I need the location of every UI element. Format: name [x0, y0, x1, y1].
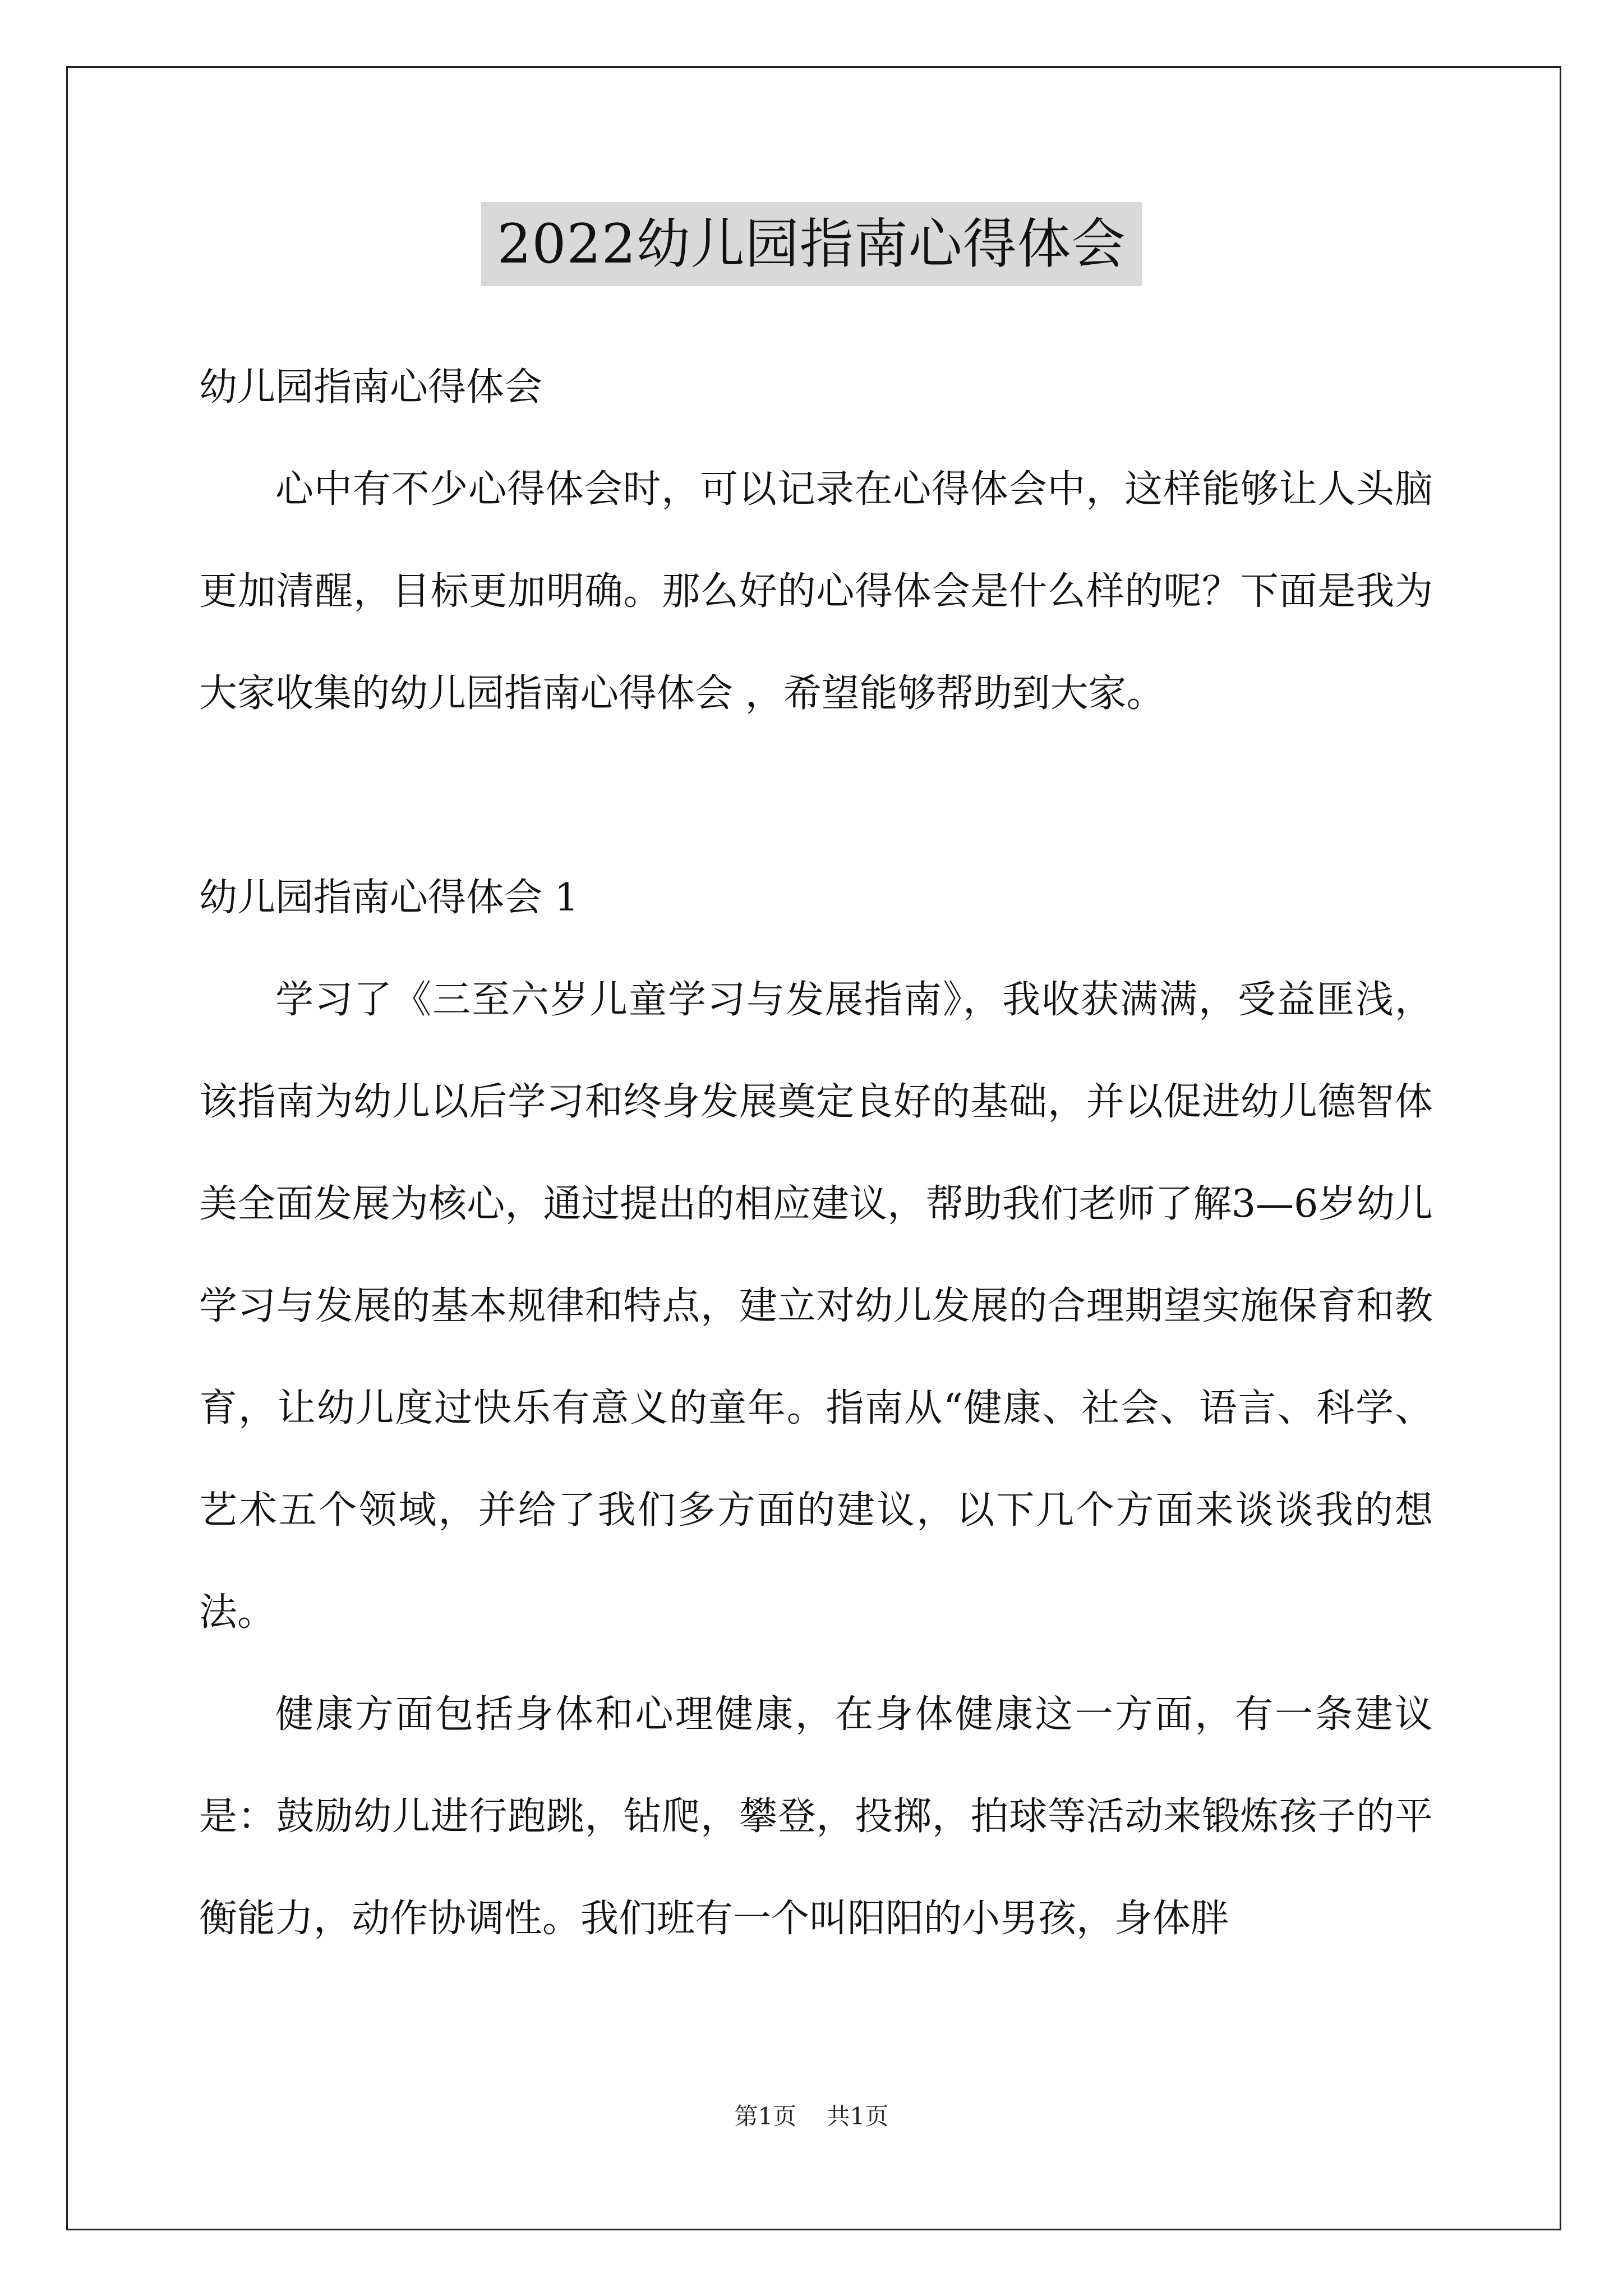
- page-number: 第1页: [734, 2102, 797, 2130]
- document-subtitle: 幼儿园指南心得体会: [199, 365, 543, 409]
- paragraph-spacer: [199, 745, 1433, 847]
- page-total: 共1页: [826, 2102, 889, 2130]
- section-heading: 幼儿园指南心得体会 1: [199, 876, 579, 920]
- body-paragraph-1: 学习了《三至六岁儿童学习与发展指南》，我收获满满，受益匪浅，该指南为幼儿以后学习和终身发展奠定良好的基础，并以促进幼儿德智体美全面发展为核心，通过提出的相应建议，帮助我们老师了解3—6岁幼儿学习与发展的基本规律和特点，建立对幼儿发展的合理期望实施保育和教育，让幼儿度过快乐有意义的童年。指南从“健康、社会、语言、科学、艺术五个领域，并给了我们多方面的建议，以下几个方面来谈谈我的想法。: [199, 978, 1433, 1635]
- page-footer: [0, 2098, 1623, 2132]
- intro-paragraph: 心中有不少心得体会时，可以记录在心得体会中，这样能够让人头脑更加清醒，目标更加明确。那么好的心得体会是什么样的呢？下面是我为大家收集的幼儿园指南心得体会 ，希望能够帮助到大家。: [199, 467, 1433, 716]
- title-container: [0, 202, 1623, 286]
- body-paragraph-2: 健康方面包括身体和心理健康，在身体健康这一方面，有一条建议是：鼓励幼儿进行跑跳，钻爬，攀登，投掷，拍球等活动来锻炼孩子的平衡能力，动作协调性。我们班有一个叫阳阳的小男孩，身体胖: [199, 1692, 1433, 1941]
- document-title: 2022幼儿园指南心得体会: [481, 202, 1141, 286]
- document-body: [199, 337, 1433, 1970]
